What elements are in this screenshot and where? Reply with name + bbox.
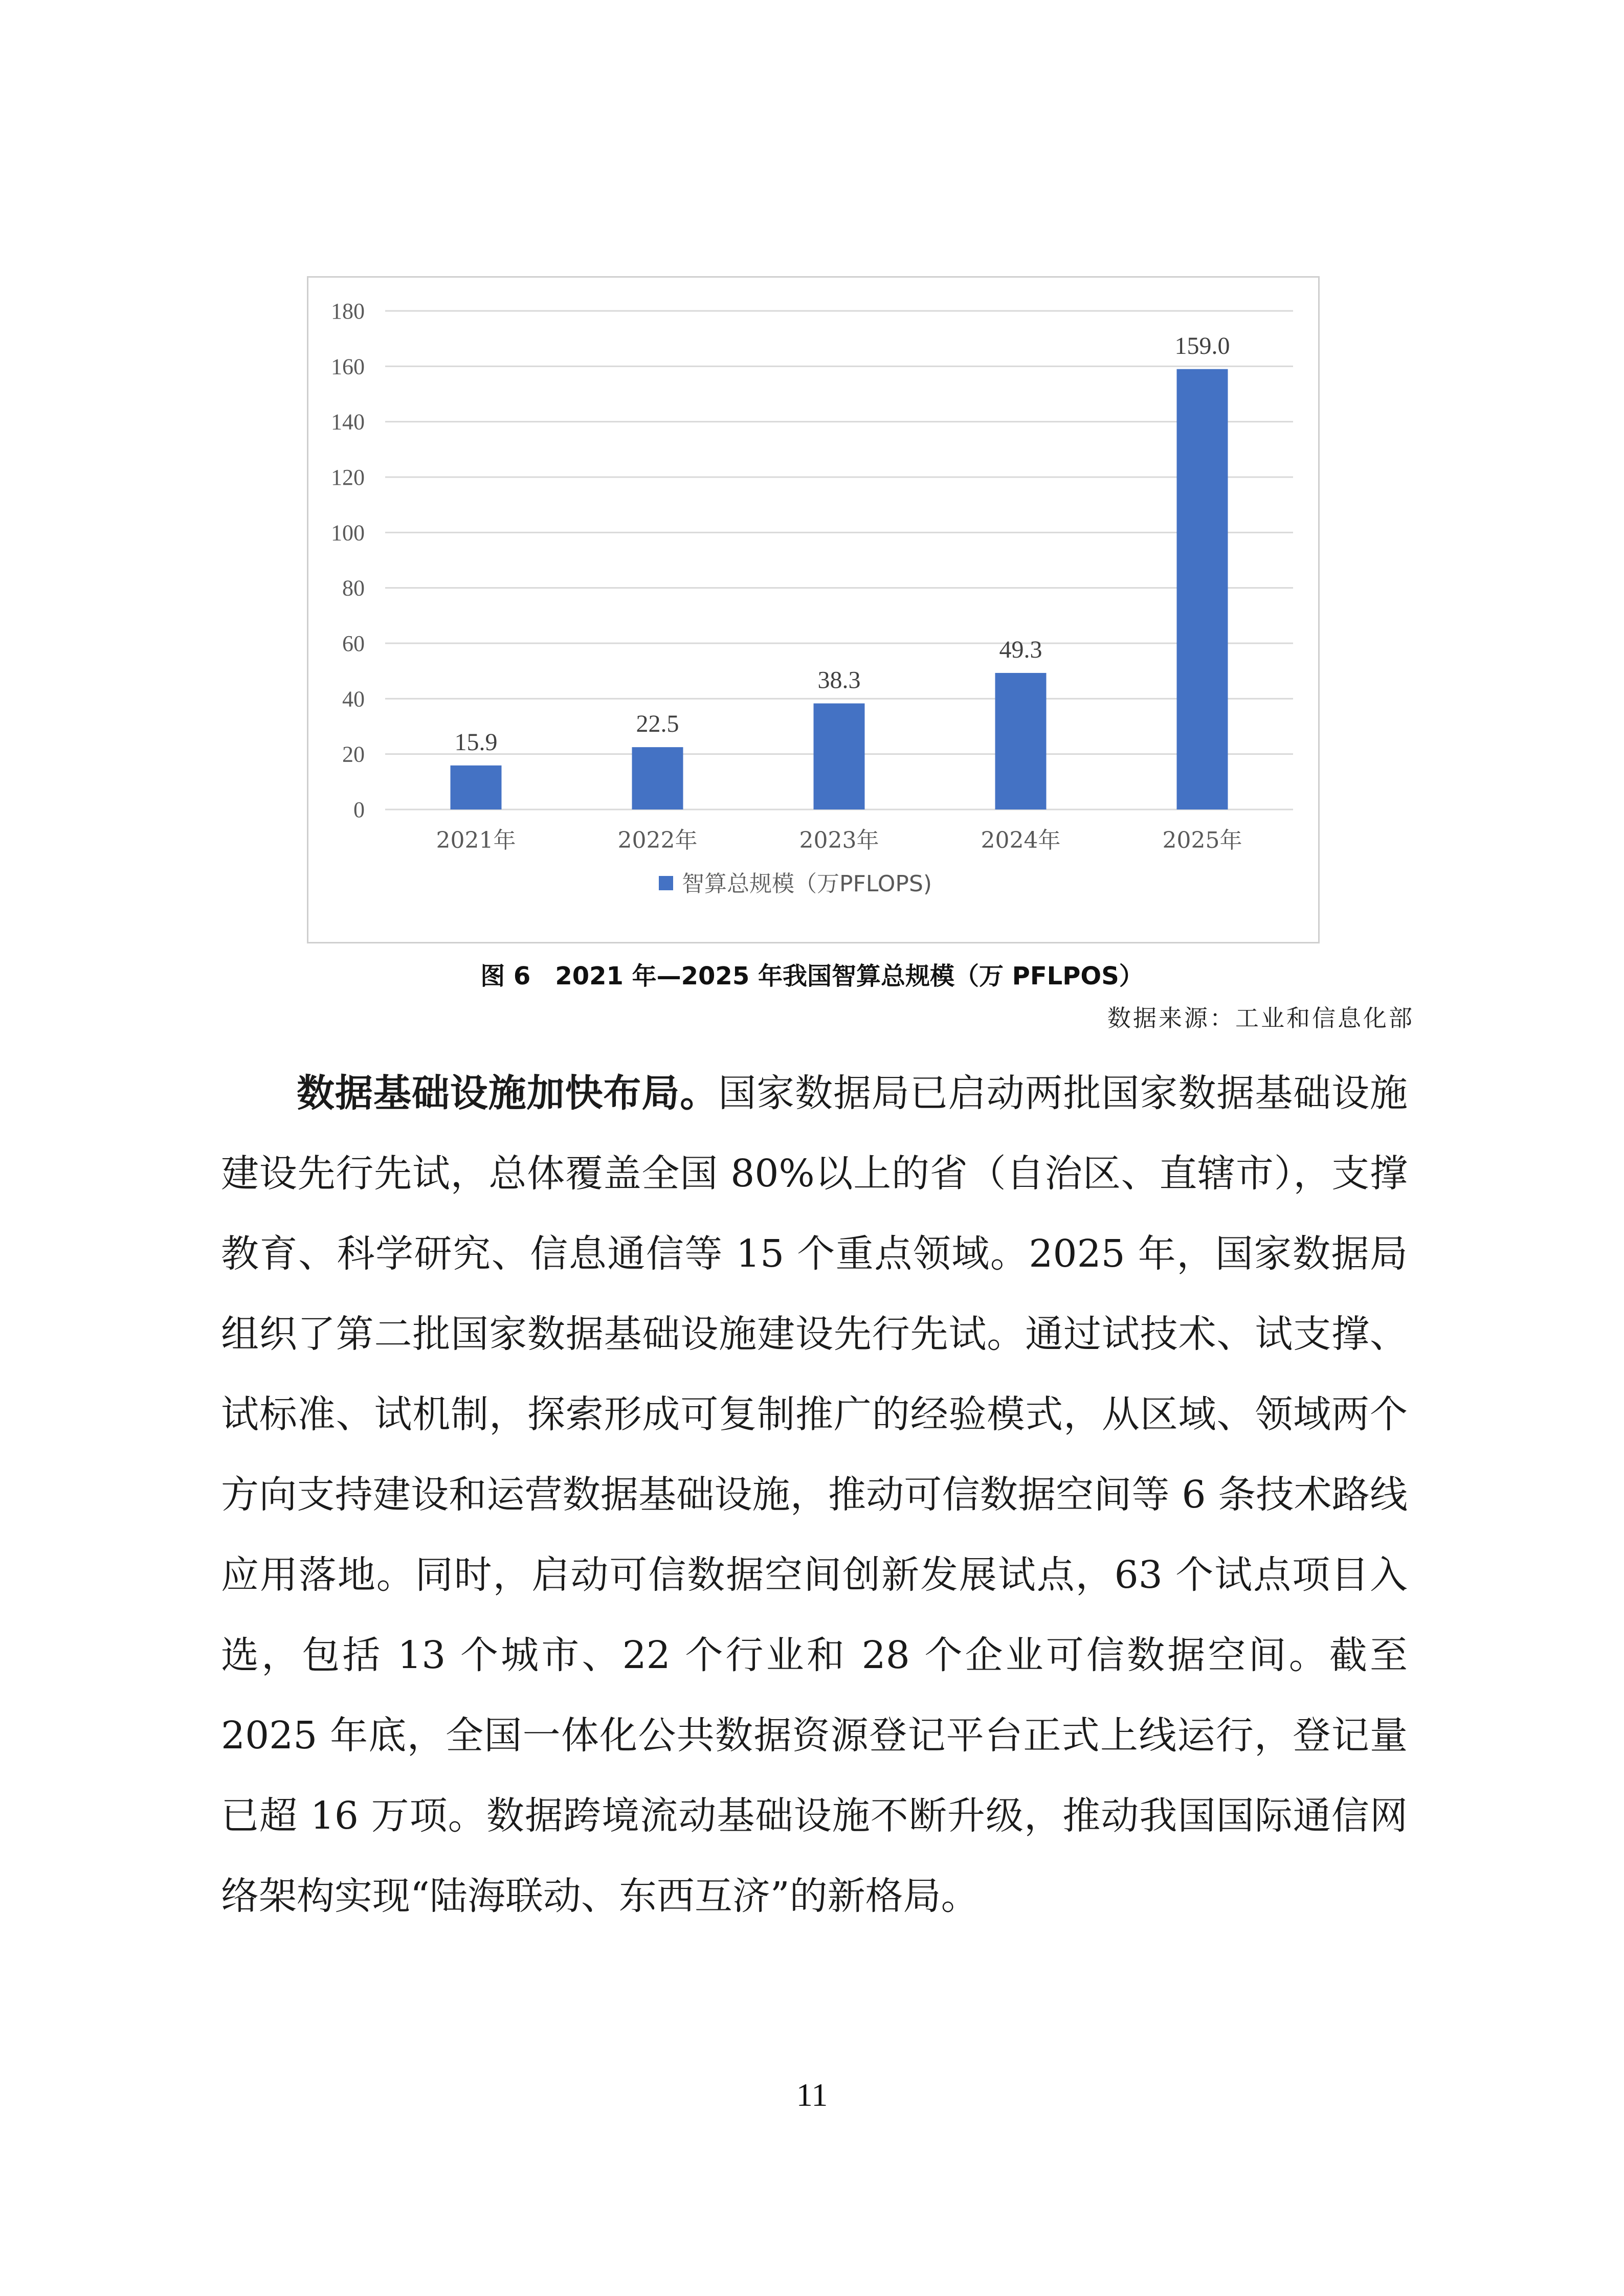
- figure-caption: 图 6 2021 年—2025 年我国智算总规模（万 PFLPOS）: [480, 962, 1144, 991]
- x-tick-label: 2024年: [981, 827, 1061, 853]
- y-tick-label: 160: [331, 354, 365, 379]
- y-tick-label: 100: [331, 520, 365, 546]
- legend-swatch: [659, 876, 673, 890]
- x-tick-label: 2021年: [436, 827, 516, 853]
- bar: [995, 673, 1047, 809]
- paragraph-lead: 数据基础设施加快布局。: [297, 1071, 719, 1115]
- x-tick-label: 2022年: [617, 827, 698, 853]
- y-tick-label: 20: [342, 741, 365, 767]
- y-tick-label: 120: [331, 465, 365, 490]
- data-source: 数据来源：工业和信息化部: [1107, 1004, 1414, 1032]
- bar: [632, 747, 683, 809]
- x-tick-label: 2023年: [799, 827, 879, 853]
- legend-label: 智算总规模（万PFLOPS): [682, 871, 932, 897]
- y-tick-label: 40: [342, 686, 365, 712]
- paragraph-text: 国家数据局已启动两批国家数据基础设施建设先行先试，总体覆盖全国 80%以上的省（自治区、直辖市），支撑教育、科学研究、信息通信等 15 个重点领域。2025 年，国家数据局组织了第二批国家数据基础设施建设先行先试。通过试技术、试支撑、试标准、试机制，探索形成可复制推广的经验模式，从区域、领域两个方向支持建设和运营数据基础设施，推动可信数据空间等 6 条技术路线应用落地。同时，启动可信数据空间创新发展试点，63 个试点项目入选，包括 13 个城市、22 个行业和 28 个企业可信数据空间。截至 2025 年底，全国一体化公共数据资源登记平台正式上线运行，登记量已超 16 万项。数据跨境流动基础设施不断升级，推动我国国际通信网络架构实现“陆海联动、东西互济”的新格局。: [221, 1071, 1408, 1918]
- data-label: 159.0: [1174, 332, 1230, 359]
- y-tick-label: 0: [353, 797, 365, 822]
- bar: [814, 704, 865, 809]
- chart-canvas: [308, 278, 1321, 945]
- bar: [1177, 369, 1228, 809]
- data-label: 49.3: [999, 636, 1042, 663]
- bar-chart: [307, 276, 1320, 943]
- body-paragraph: [221, 1053, 1408, 1937]
- data-label: 22.5: [636, 710, 679, 738]
- data-label: 38.3: [817, 666, 861, 694]
- y-tick-label: 180: [331, 299, 365, 324]
- data-label: 15.9: [454, 728, 498, 756]
- y-tick-label: 140: [331, 409, 365, 435]
- x-tick-label: 2025年: [1162, 827, 1242, 853]
- bar: [451, 766, 502, 809]
- y-tick-label: 80: [342, 575, 365, 601]
- y-tick-label: 60: [342, 631, 365, 656]
- page-number: 11: [796, 2077, 828, 2113]
